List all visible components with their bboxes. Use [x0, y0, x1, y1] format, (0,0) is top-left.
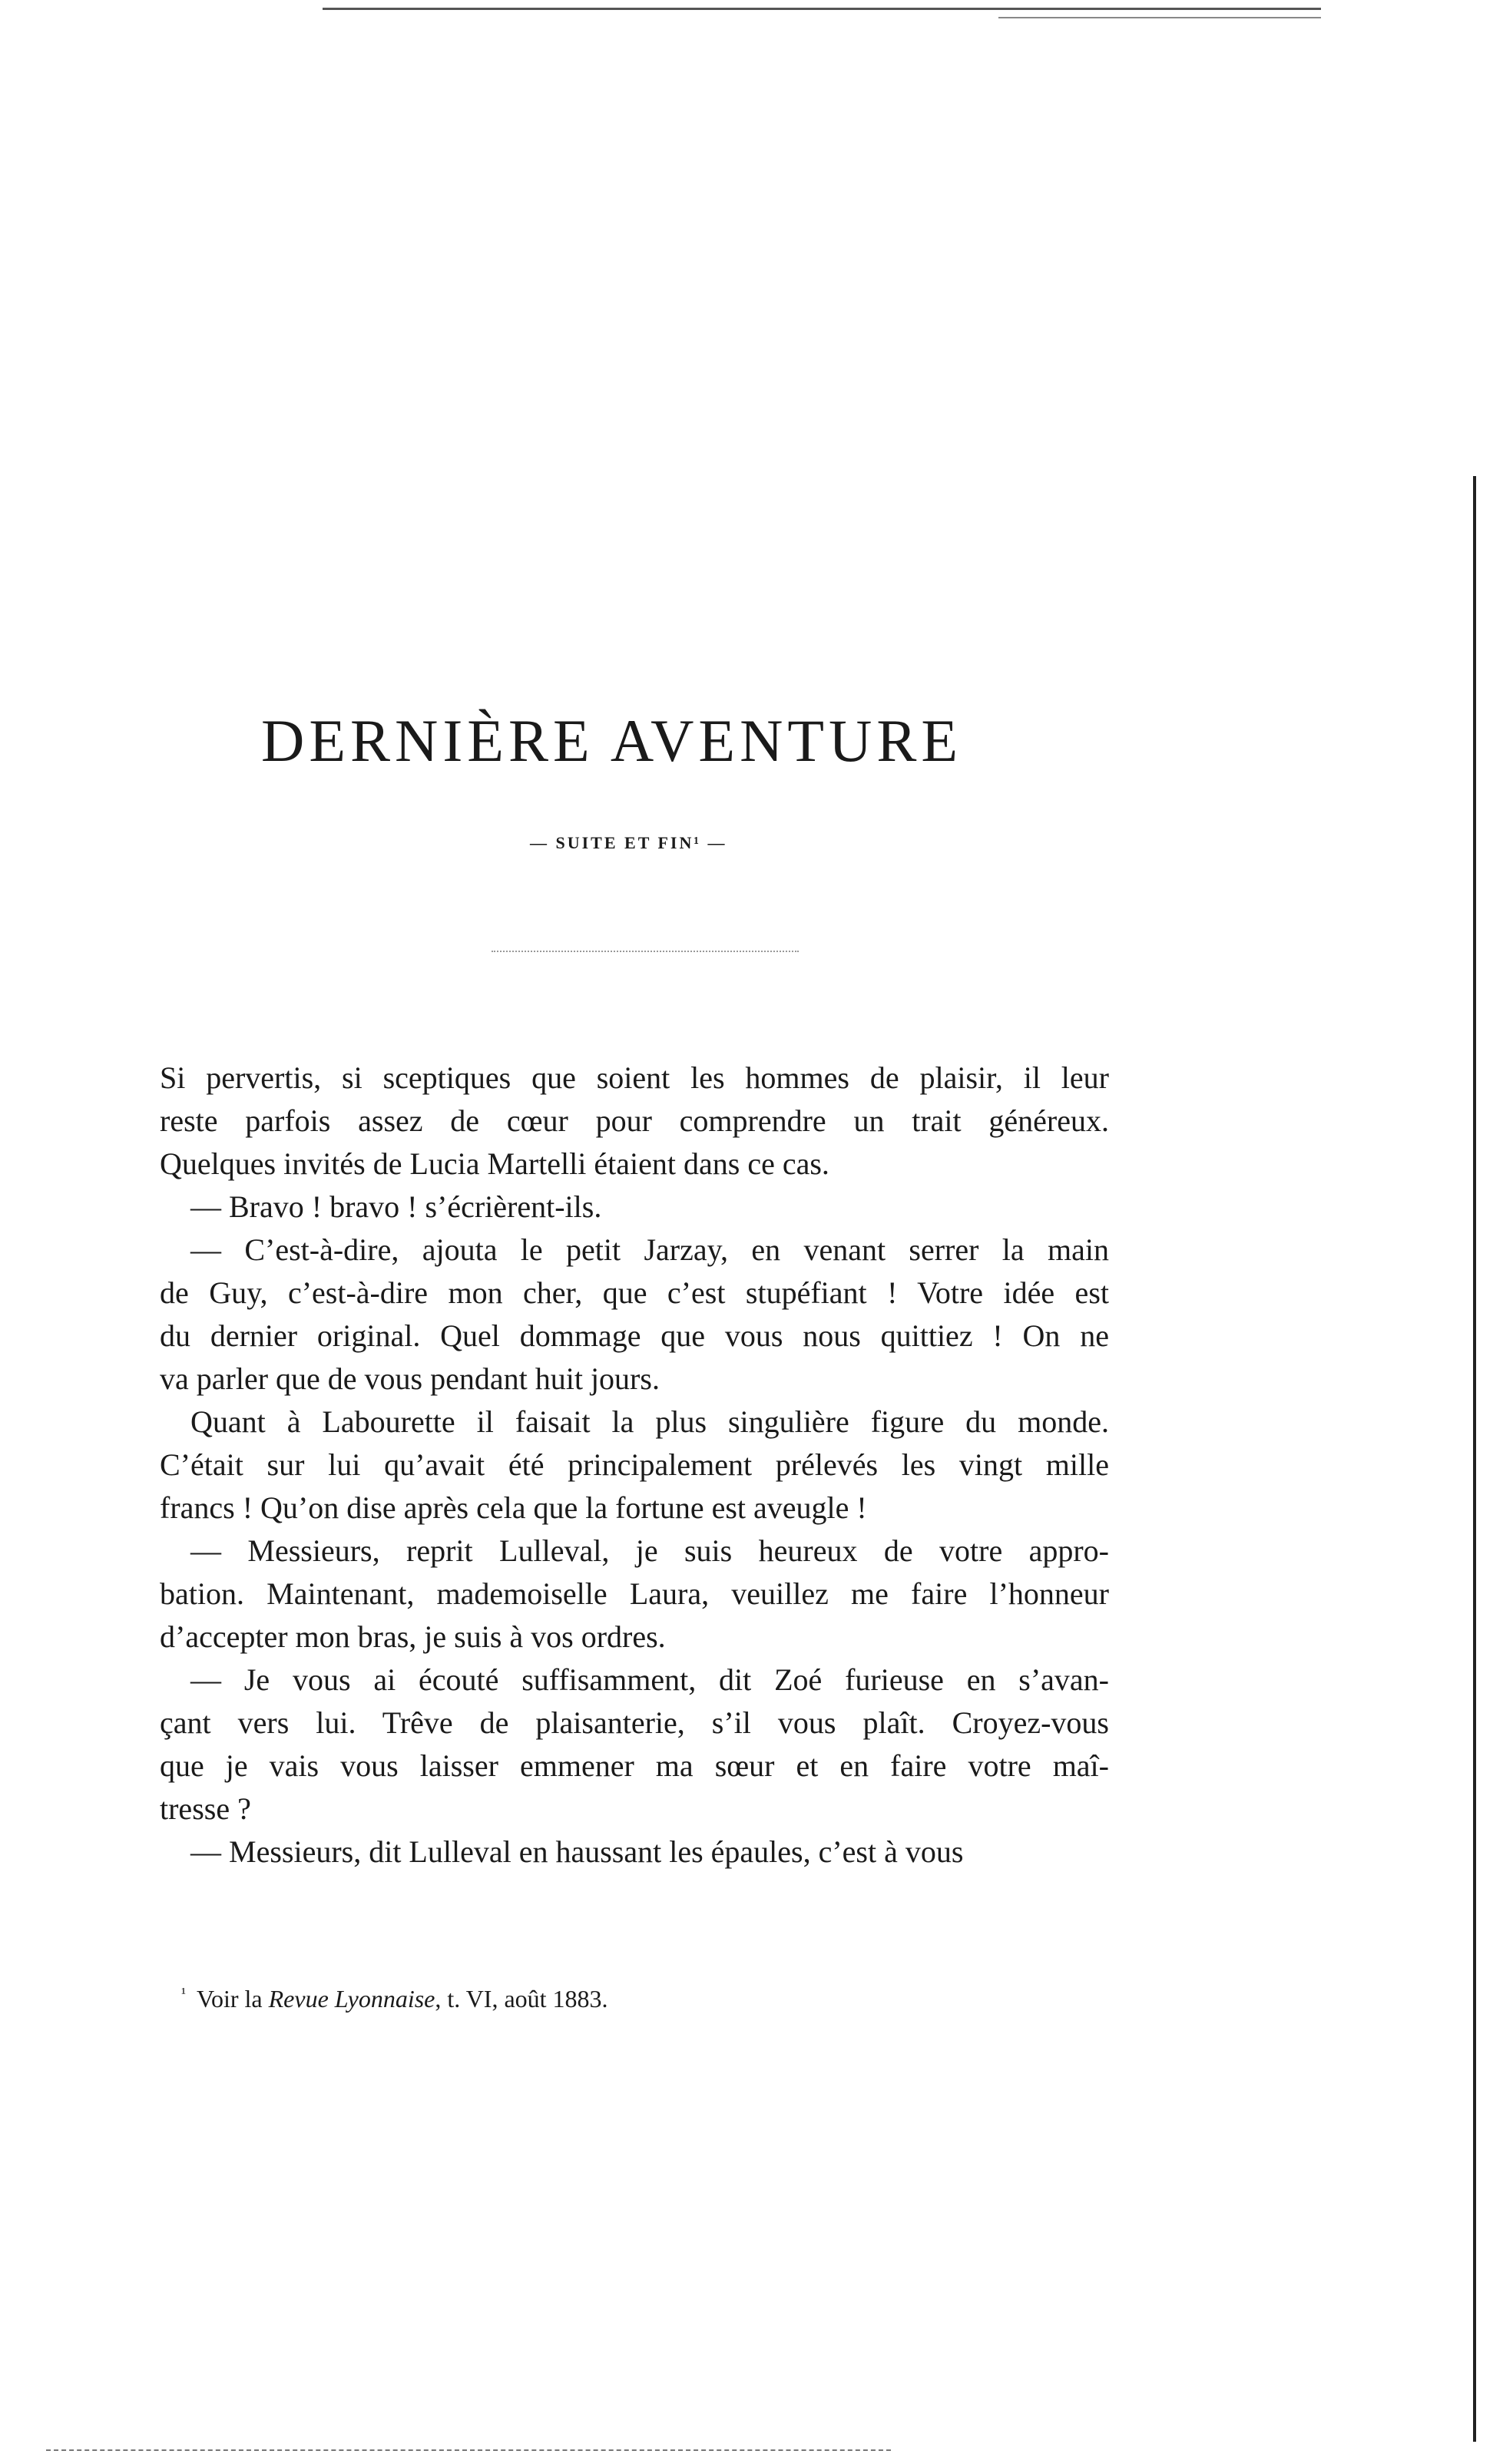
text-line: bation. Maintenant, mademoiselle Laura, veuillez me faire l’honneur: [160, 1576, 1109, 1611]
text-line: — Je vous ai écouté suffisamment, dit Zoé furieuse en s’avan-: [190, 1662, 1109, 1697]
text-line: d’accepter mon bras, je suis à vos ordres.: [160, 1619, 666, 1654]
text-line: Si pervertis, si sceptiques que soient les hommes de plaisir, il leur: [160, 1060, 1109, 1095]
text-line: va parler que de vous pendant huit jours.: [160, 1361, 660, 1396]
text-line: C’était sur lui qu’avait été principalement prélevés les vingt mille: [160, 1447, 1109, 1482]
text-line: francs ! Qu’on dise après cela que la fortune est aveugle !: [160, 1490, 867, 1525]
text-line: que je vais vous laisser emmener ma sœur et en faire votre maî-: [160, 1748, 1109, 1783]
text-line: reste parfois assez de cœur pour comprendre un trait généreux.: [160, 1103, 1109, 1138]
footnote: [181, 1985, 796, 2013]
text-line: Quant à Labourette il faisait la plus singulière figure du monde.: [190, 1404, 1109, 1439]
scan-artifact-rule: [323, 8, 1321, 10]
text-line: — Messieurs, dit Lulleval en haussant les épaules, c’est à vous: [190, 1834, 964, 1869]
chapter-subtitle: — SUITE ET FIN¹ —: [530, 833, 727, 852]
text-line: de Guy, c’est-à-dire mon cher, que c’est stupéfiant ! Votre idée est: [160, 1275, 1109, 1310]
footnote-prefix: Voir la: [197, 1985, 269, 2013]
scan-artifact-edge: [1473, 476, 1476, 2442]
text-line: Quelques invités de Lucia Martelli étaient dans ce cas.: [160, 1146, 829, 1181]
text-line: tresse ?: [160, 1791, 251, 1826]
text-line: çant vers lui. Trêve de plaisanterie, s’il vous plaît. Croyez-vous: [160, 1705, 1109, 1740]
scan-artifact-rule: [46, 2449, 891, 2451]
text-line: du dernier original. Quel dommage que vous nous quittiez ! On ne: [160, 1318, 1109, 1353]
body-text: [160, 1057, 1109, 1874]
footnote-suffix: , t. VI, août 1883.: [435, 1985, 608, 2013]
footnote-journal: Revue Lyonnaise: [268, 1985, 435, 2013]
section-divider: [492, 951, 799, 952]
scan-artifact-rule: [998, 17, 1321, 18]
text-line: — C’est-à-dire, ajouta le petit Jarzay, en venant serrer la main: [190, 1232, 1109, 1267]
text-line: — Bravo ! bravo ! s’écrièrent-ils.: [190, 1189, 602, 1224]
chapter-title: DERNIÈRE AVENTURE: [261, 707, 963, 774]
text-line: — Messieurs, reprit Lulleval, je suis heureux de votre appro-: [190, 1533, 1109, 1568]
footnote-mark: ¹: [181, 1985, 186, 2003]
